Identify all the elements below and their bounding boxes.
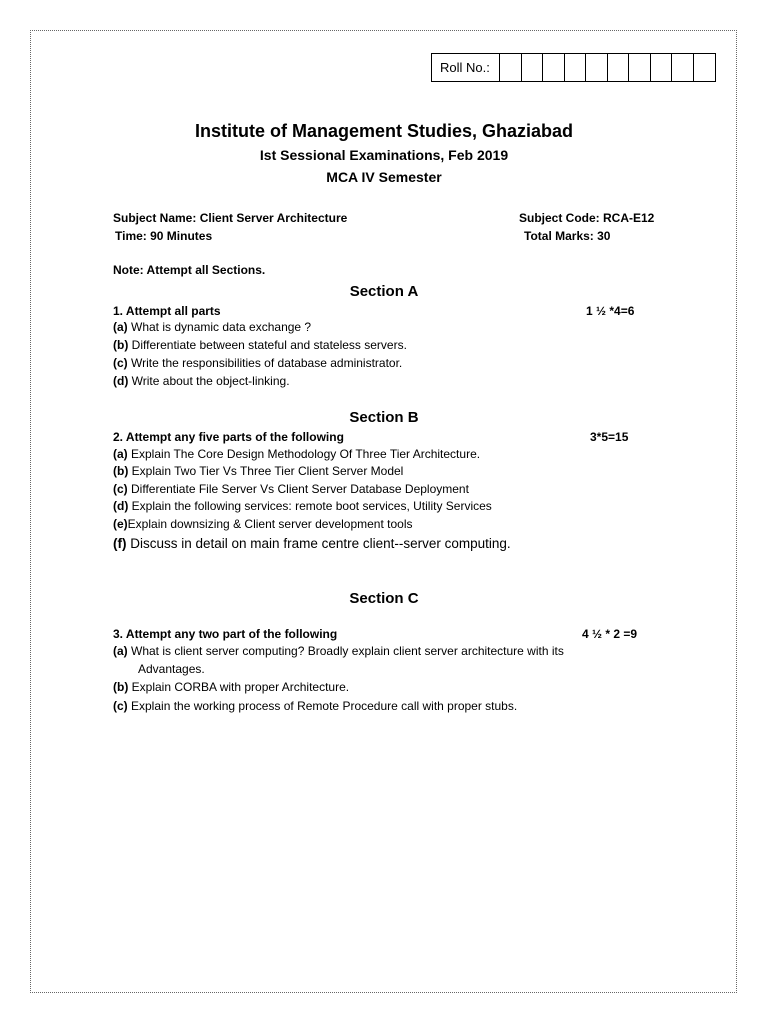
section-b-marks: 3*5=15: [590, 430, 629, 444]
question-item: [113, 517, 412, 531]
question-item: [113, 320, 311, 334]
roll-digit-box[interactable]: [651, 54, 673, 81]
question-label: (a): [113, 320, 128, 334]
roll-number-box: [431, 53, 716, 82]
roll-digit-box[interactable]: [543, 54, 565, 81]
question-label: (c): [113, 356, 128, 370]
question-text: What is client server computing? Broadly explain client server architecture with its: [127, 644, 564, 658]
roll-digit-box[interactable]: [565, 54, 587, 81]
roll-digit-box[interactable]: [608, 54, 630, 81]
question-label: (a): [113, 644, 128, 658]
question-text: Explain The Core Design Methodology Of Three Tier Architecture.: [127, 447, 481, 461]
section-a-title: Section A: [349, 283, 419, 300]
question-text: Differentiate between stateful and stateless servers.: [128, 338, 407, 352]
question-text: Write the responsibilities of database administrator.: [127, 356, 403, 370]
question-label: (a): [113, 447, 128, 461]
total-marks: Total Marks: 30: [524, 229, 611, 243]
question-text: Discuss in detail on main frame centre client--server computing.: [126, 536, 511, 551]
question-label: (e): [113, 517, 128, 531]
question-text: Explain the following services: remote boot services, Utility Services: [128, 499, 492, 513]
question-item: [113, 680, 349, 694]
question-item: [113, 499, 492, 513]
question-label: (c): [113, 482, 128, 496]
question-text: Explain the working process of Remote Procedure call with proper stubs.: [127, 699, 518, 713]
roll-digit-box[interactable]: [629, 54, 651, 81]
question-item: [113, 644, 564, 658]
question-item: [113, 536, 511, 551]
roll-digit-box[interactable]: [522, 54, 544, 81]
question-text-continued: Advantages.: [138, 662, 205, 676]
section-c-instruction: 3. Attempt any two part of the following: [113, 627, 338, 641]
subject-code: Subject Code: RCA-E12: [519, 211, 655, 225]
institute-title: Institute of Management Studies, Ghaziabad: [194, 121, 574, 141]
question-item: [113, 356, 402, 370]
question-text: Differentiate File Server Vs Client Server Database Deployment: [127, 482, 469, 496]
question-text: Explain downsizing & Client server development tools: [127, 517, 413, 531]
question-text: Explain Two Tier Vs Three Tier Client Server Model: [128, 464, 404, 478]
question-text: Explain CORBA with proper Architecture.: [128, 680, 350, 694]
question-label: (f): [113, 536, 127, 551]
question-item: [113, 338, 407, 352]
section-c-title: Section C: [349, 590, 419, 607]
roll-digit-box[interactable]: [500, 54, 522, 81]
question-label: (c): [113, 699, 128, 713]
question-item: [113, 374, 290, 388]
question-text: What is dynamic data exchange ?: [127, 320, 312, 334]
roll-digit-box[interactable]: [586, 54, 608, 81]
section-a-instruction: 1. Attempt all parts: [113, 304, 221, 318]
exam-title: Ist Sessional Examinations, Feb 2019: [259, 147, 509, 163]
question-label: (b): [113, 680, 129, 694]
question-item: [113, 699, 517, 713]
question-text: Write about the object-linking.: [128, 374, 290, 388]
subject-name: Subject Name: Client Server Architecture: [113, 211, 348, 225]
section-c-marks: 4 ½ * 2 =9: [582, 627, 638, 641]
question-label: (b): [113, 464, 129, 478]
exam-note: Note: Attempt all Sections.: [113, 263, 266, 277]
question-label: (d): [113, 499, 129, 513]
section-a-marks: 1 ½ *4=6: [586, 304, 635, 318]
section-b-title: Section B: [349, 409, 419, 426]
section-b-instruction: 2. Attempt any five parts of the following: [113, 430, 344, 444]
question-label: (d): [113, 374, 129, 388]
roll-digit-box[interactable]: [694, 54, 716, 81]
roll-digit-box[interactable]: [672, 54, 694, 81]
exam-time: Time: 90 Minutes: [115, 229, 213, 243]
question-item: [113, 464, 403, 478]
question-label: (b): [113, 338, 129, 352]
question-item: [113, 447, 480, 461]
roll-number-label: Roll No.:: [432, 54, 500, 81]
semester-title: MCA IV Semester: [326, 169, 442, 185]
question-item: [113, 482, 469, 496]
